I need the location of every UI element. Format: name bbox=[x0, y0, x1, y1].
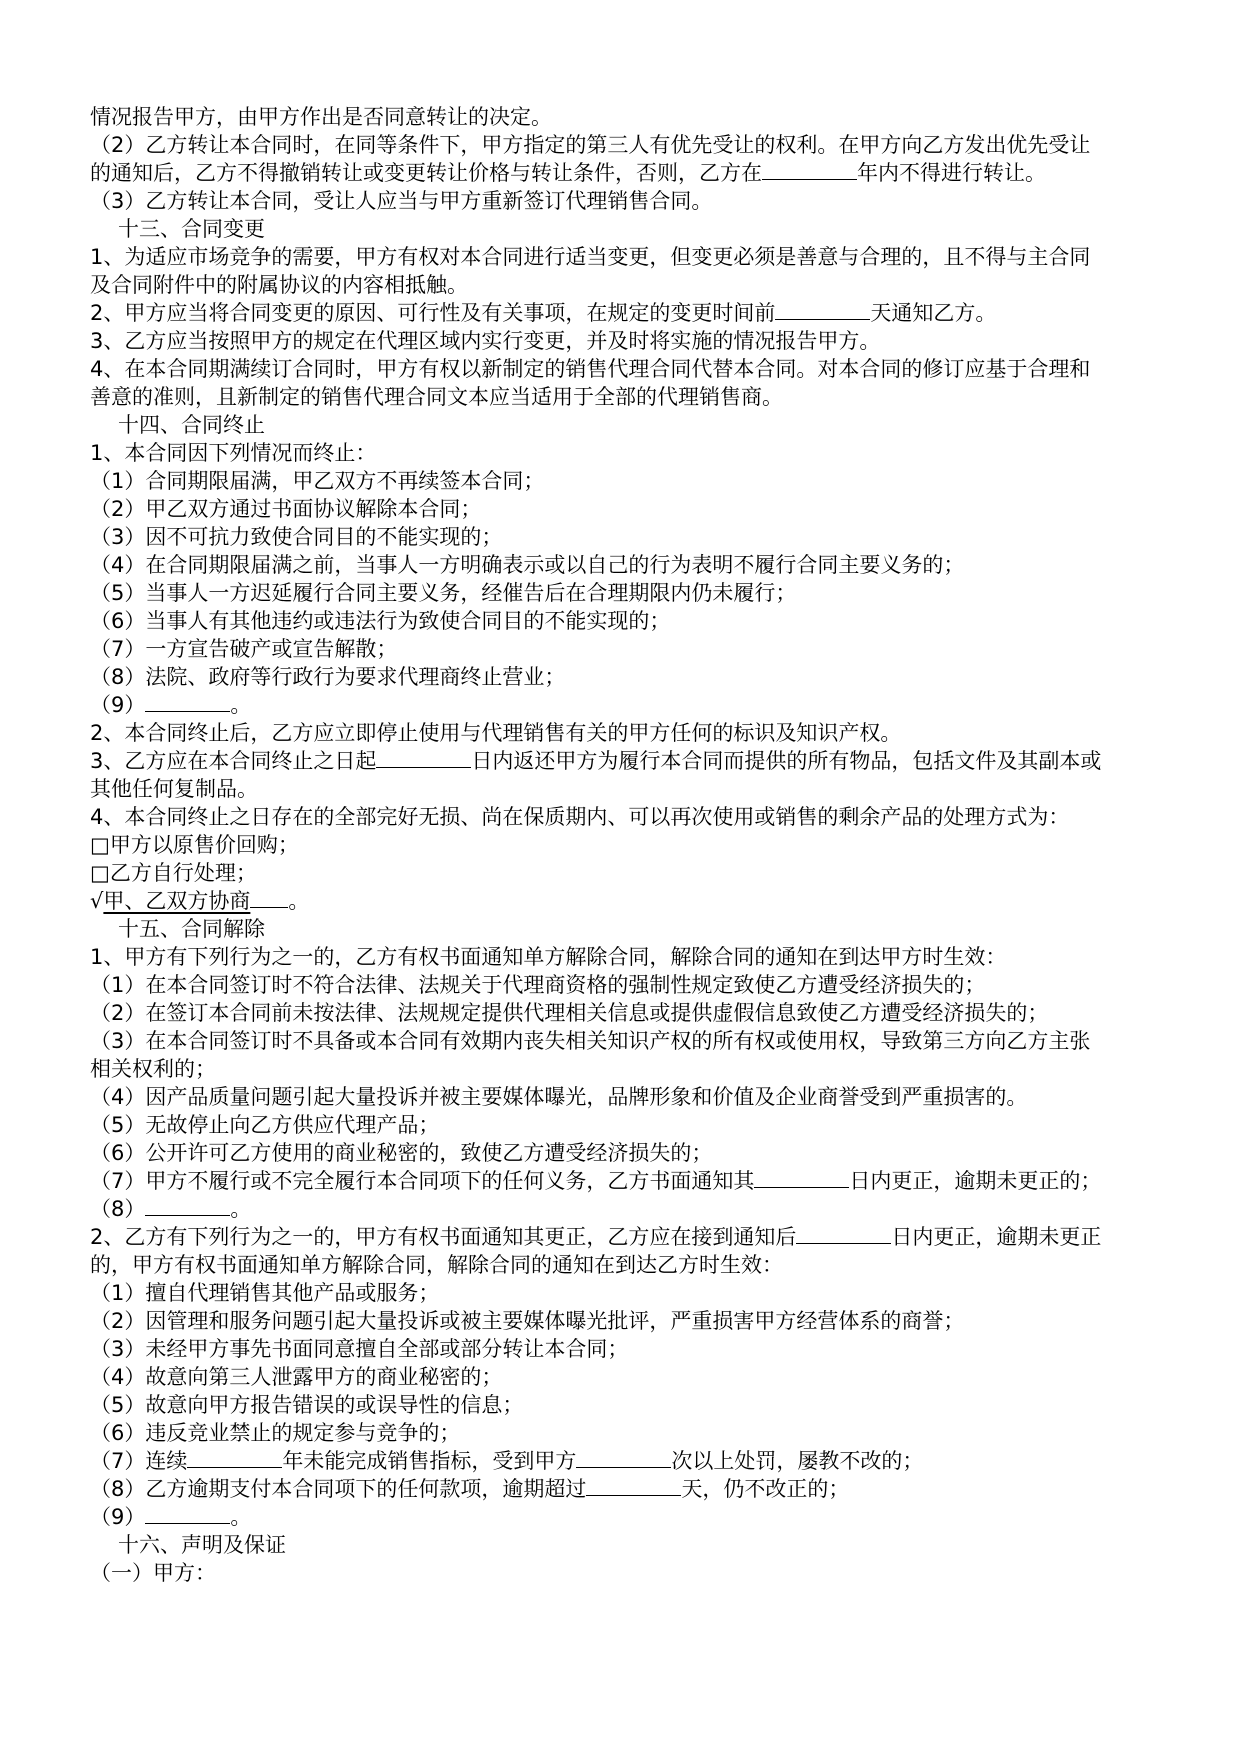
line-text: 2、乙方有下列行为之一的，甲方有权书面通知其更正，乙方应在接到通知后 bbox=[90, 1225, 797, 1249]
fill-in-blank bbox=[754, 1167, 849, 1188]
line-text: 相关权利的； bbox=[90, 1057, 216, 1081]
text-line bbox=[90, 719, 1150, 747]
underlined-choice: 甲、乙双方协商 bbox=[103, 889, 251, 913]
text-line bbox=[90, 299, 1150, 327]
line-text: （3）因不可抗力致使合同目的不能实现的； bbox=[90, 525, 503, 549]
text-line bbox=[90, 1251, 1150, 1279]
fill-in-blank bbox=[586, 1475, 681, 1496]
line-text: 2、本合同终止后，乙方应立即停止使用与代理销售有关的甲方任何的标识及知识产权。 bbox=[90, 721, 902, 745]
text-line bbox=[90, 383, 1150, 411]
line-text-after: 次以上处罚，屡教不改的； bbox=[671, 1449, 924, 1473]
line-text: 4、在本合同期满续订合同时，甲方有权以新制定的销售代理合同代替本合同。对本合同的修订应基于合理和 bbox=[90, 357, 1091, 381]
line-text-after: 日内更正，逾期未更正的； bbox=[849, 1169, 1102, 1193]
text-line bbox=[90, 1195, 1150, 1223]
text-line bbox=[90, 551, 1150, 579]
text-line bbox=[90, 187, 1150, 215]
text-line bbox=[90, 243, 1150, 271]
text-line bbox=[90, 887, 1150, 915]
text-line bbox=[90, 691, 1150, 719]
line-text: （1）合同期限届满，甲乙双方不再续签本合同； bbox=[90, 469, 545, 493]
line-text: （4）在合同期限届满之前，当事人一方明确表示或以自己的行为表明不履行合同主要义务的； bbox=[90, 553, 965, 577]
text-line bbox=[90, 1559, 1150, 1587]
text-line bbox=[90, 1391, 1150, 1419]
text-line bbox=[90, 1307, 1150, 1335]
text-line bbox=[90, 467, 1150, 495]
line-text: （3）乙方转让本合同，受让人应当与甲方重新签订代理销售合同。 bbox=[90, 189, 713, 213]
line-text: （2）在签订本合同前未按法律、法规规定提供代理相关信息或提供虚假信息致使乙方遭受经济损失的； bbox=[90, 1001, 1049, 1025]
line-text: 十三、合同变更 bbox=[118, 217, 265, 241]
line-text: （9） bbox=[90, 693, 146, 717]
line-text-after: 年未能完成销售指标，受到甲方 bbox=[282, 1449, 577, 1473]
line-text: 1、为适应市场竞争的需要，甲方有权对本合同进行适当变更，但变更必须是善意与合理的，且不得与主合同 bbox=[90, 245, 1091, 269]
contract-body bbox=[90, 103, 1150, 1587]
line-text: （7）甲方不履行或不完全履行本合同项下的任何义务，乙方书面通知其 bbox=[90, 1169, 755, 1193]
text-line bbox=[90, 103, 1150, 131]
fill-in-blank bbox=[145, 1503, 230, 1524]
line-text: （6）违反竞业禁止的规定参与竞争的； bbox=[90, 1421, 461, 1445]
text-line bbox=[90, 1475, 1150, 1503]
fill-in-blank bbox=[187, 1447, 282, 1468]
line-text: （4）故意向第三人泄露甲方的商业秘密的； bbox=[90, 1365, 503, 1389]
line-text: （1）擅自代理销售其他产品或服务； bbox=[90, 1281, 440, 1305]
line-text: 情况报告甲方，由甲方作出是否同意转让的决定。 bbox=[90, 105, 552, 129]
line-text: （6）公开许可乙方使用的商业秘密的，致使乙方遭受经济损失的； bbox=[90, 1141, 713, 1165]
text-line bbox=[90, 775, 1150, 803]
text-line bbox=[90, 1055, 1150, 1083]
text-line bbox=[90, 747, 1150, 775]
text-line bbox=[90, 131, 1150, 159]
text-line bbox=[90, 439, 1150, 467]
line-text: 1、本合同因下列情况而终止： bbox=[90, 441, 377, 465]
line-text-after: 。 bbox=[230, 1505, 252, 1529]
underline-tail bbox=[250, 887, 288, 908]
line-text: （5）无故停止向乙方供应代理产品； bbox=[90, 1113, 440, 1137]
text-line bbox=[90, 663, 1150, 691]
text-line bbox=[90, 1111, 1150, 1139]
line-text: □乙方自行处理； bbox=[90, 861, 257, 885]
line-text: □甲方以原售价回购； bbox=[90, 833, 299, 857]
line-text: （6）当事人有其他违约或违法行为致使合同目的不能实现的； bbox=[90, 609, 671, 633]
text-line bbox=[90, 523, 1150, 551]
line-text: 其他任何复制品。 bbox=[90, 777, 258, 801]
text-line bbox=[90, 635, 1150, 663]
text-line bbox=[90, 803, 1150, 831]
text-line bbox=[90, 1447, 1150, 1475]
text-line bbox=[90, 495, 1150, 523]
line-text-after: 天，仍不改正的； bbox=[681, 1477, 850, 1501]
line-text: √ bbox=[90, 889, 104, 913]
text-line bbox=[90, 1027, 1150, 1055]
line-text: （2）甲乙双方通过书面协议解除本合同； bbox=[90, 497, 482, 521]
line-text: （一）甲方： bbox=[90, 1561, 216, 1585]
line-text: 的通知后，乙方不得撤销转让或变更转让价格与转让条件，否则，乙方在 bbox=[90, 161, 762, 185]
line-text: 及合同附件中的附属协议的内容相抵触。 bbox=[90, 273, 468, 297]
text-line bbox=[90, 355, 1150, 383]
line-text: （4）因产品质量问题引起大量投诉并被主要媒体曝光，品牌形象和价值及企业商誉受到严重损害的。 bbox=[90, 1085, 1028, 1109]
line-text: （3）未经甲方事先书面同意擅自全部或部分转让本合同； bbox=[90, 1337, 629, 1361]
line-text-after: 日内返还甲方为履行本合同而提供的所有物品，包括文件及其副本或 bbox=[471, 749, 1102, 773]
line-text-after: 天通知乙方。 bbox=[870, 301, 997, 325]
line-text: （9） bbox=[90, 1505, 146, 1529]
fill-in-blank bbox=[145, 1195, 230, 1216]
line-text: 十四、合同终止 bbox=[118, 413, 265, 437]
line-text: （1）在本合同签订时不符合法律、法规关于代理商资格的强制性规定致使乙方遭受经济损失的； bbox=[90, 973, 986, 997]
line-text: （8）乙方逾期支付本合同项下的任何款项，逾期超过 bbox=[90, 1477, 587, 1501]
text-line bbox=[90, 971, 1150, 999]
text-line bbox=[90, 1223, 1150, 1251]
section-heading bbox=[90, 915, 1150, 943]
text-line bbox=[90, 859, 1150, 887]
line-text: 2、甲方应当将合同变更的原因、可行性及有关事项，在规定的变更时间前 bbox=[90, 301, 776, 325]
line-text: （7）一方宣告破产或宣告解散； bbox=[90, 637, 398, 661]
text-line bbox=[90, 1279, 1150, 1307]
text-line bbox=[90, 1419, 1150, 1447]
fill-in-blank bbox=[145, 691, 230, 712]
text-line bbox=[90, 1503, 1150, 1531]
text-line bbox=[90, 943, 1150, 971]
line-text: 十六、声明及保证 bbox=[118, 1533, 286, 1557]
section-heading bbox=[90, 215, 1150, 243]
line-text: （5）当事人一方迟延履行合同主要义务，经催告后在合理期限内仍未履行； bbox=[90, 581, 797, 605]
text-line bbox=[90, 1363, 1150, 1391]
text-line bbox=[90, 831, 1150, 859]
line-text-after: 年内不得进行转让。 bbox=[857, 161, 1046, 185]
text-line bbox=[90, 271, 1150, 299]
text-line bbox=[90, 159, 1150, 187]
line-text-after: 日内更正，逾期未更正 bbox=[891, 1225, 1102, 1249]
text-line bbox=[90, 1083, 1150, 1111]
line-text: 十五、合同解除 bbox=[118, 917, 265, 941]
line-text: （5）故意向甲方报告错误的或误导性的信息； bbox=[90, 1393, 524, 1417]
line-text: 3、乙方应在本合同终止之日起 bbox=[90, 749, 377, 773]
line-text: （8）法院、政府等行政行为要求代理商终止营业； bbox=[90, 665, 566, 689]
line-text: 3、乙方应当按照甲方的规定在代理区域内实行变更，并及时将实施的情况报告甲方。 bbox=[90, 329, 881, 353]
text-line bbox=[90, 999, 1150, 1027]
fill-in-blank bbox=[796, 1223, 891, 1244]
text-line bbox=[90, 1167, 1150, 1195]
fill-in-blank bbox=[762, 159, 857, 180]
section-heading bbox=[90, 1531, 1150, 1559]
line-text: （2）因管理和服务问题引起大量投诉或被主要媒体曝光批评，严重损害甲方经营体系的商誉； bbox=[90, 1309, 965, 1333]
line-text-after: 。 bbox=[288, 889, 310, 913]
line-text-after: 。 bbox=[230, 693, 252, 717]
line-text: 的，甲方有权书面通知单方解除合同，解除合同的通知在到达乙方时生效： bbox=[90, 1253, 783, 1277]
line-text: （3）在本合同签订时不具备或本合同有效期内丧失相关知识产权的所有权或使用权，导致第三方向乙方主张 bbox=[90, 1029, 1091, 1053]
text-line bbox=[90, 327, 1150, 355]
line-text-after: 。 bbox=[230, 1197, 252, 1221]
line-text: （8） bbox=[90, 1197, 146, 1221]
line-text: 善意的准则，且新制定的销售代理合同文本应当适用于全部的代理销售商。 bbox=[90, 385, 783, 409]
fill-in-blank bbox=[775, 299, 870, 320]
section-heading bbox=[90, 411, 1150, 439]
line-text: （2）乙方转让本合同时，在同等条件下，甲方指定的第三人有优先受让的权利。在甲方向乙方发出优先受让 bbox=[90, 133, 1091, 157]
line-text: 4、本合同终止之日存在的全部完好无损、尚在保质期内、可以再次使用或销售的剩余产品的处理方式为： bbox=[90, 805, 1070, 829]
fill-in-blank bbox=[376, 747, 471, 768]
line-text: 1、甲方有下列行为之一的，乙方有权书面通知单方解除合同，解除合同的通知在到达甲方时生效： bbox=[90, 945, 1007, 969]
text-line bbox=[90, 607, 1150, 635]
text-line bbox=[90, 1335, 1150, 1363]
text-line bbox=[90, 579, 1150, 607]
line-text: （7）连续 bbox=[90, 1449, 188, 1473]
fill-in-blank bbox=[576, 1447, 671, 1468]
text-line bbox=[90, 1139, 1150, 1167]
